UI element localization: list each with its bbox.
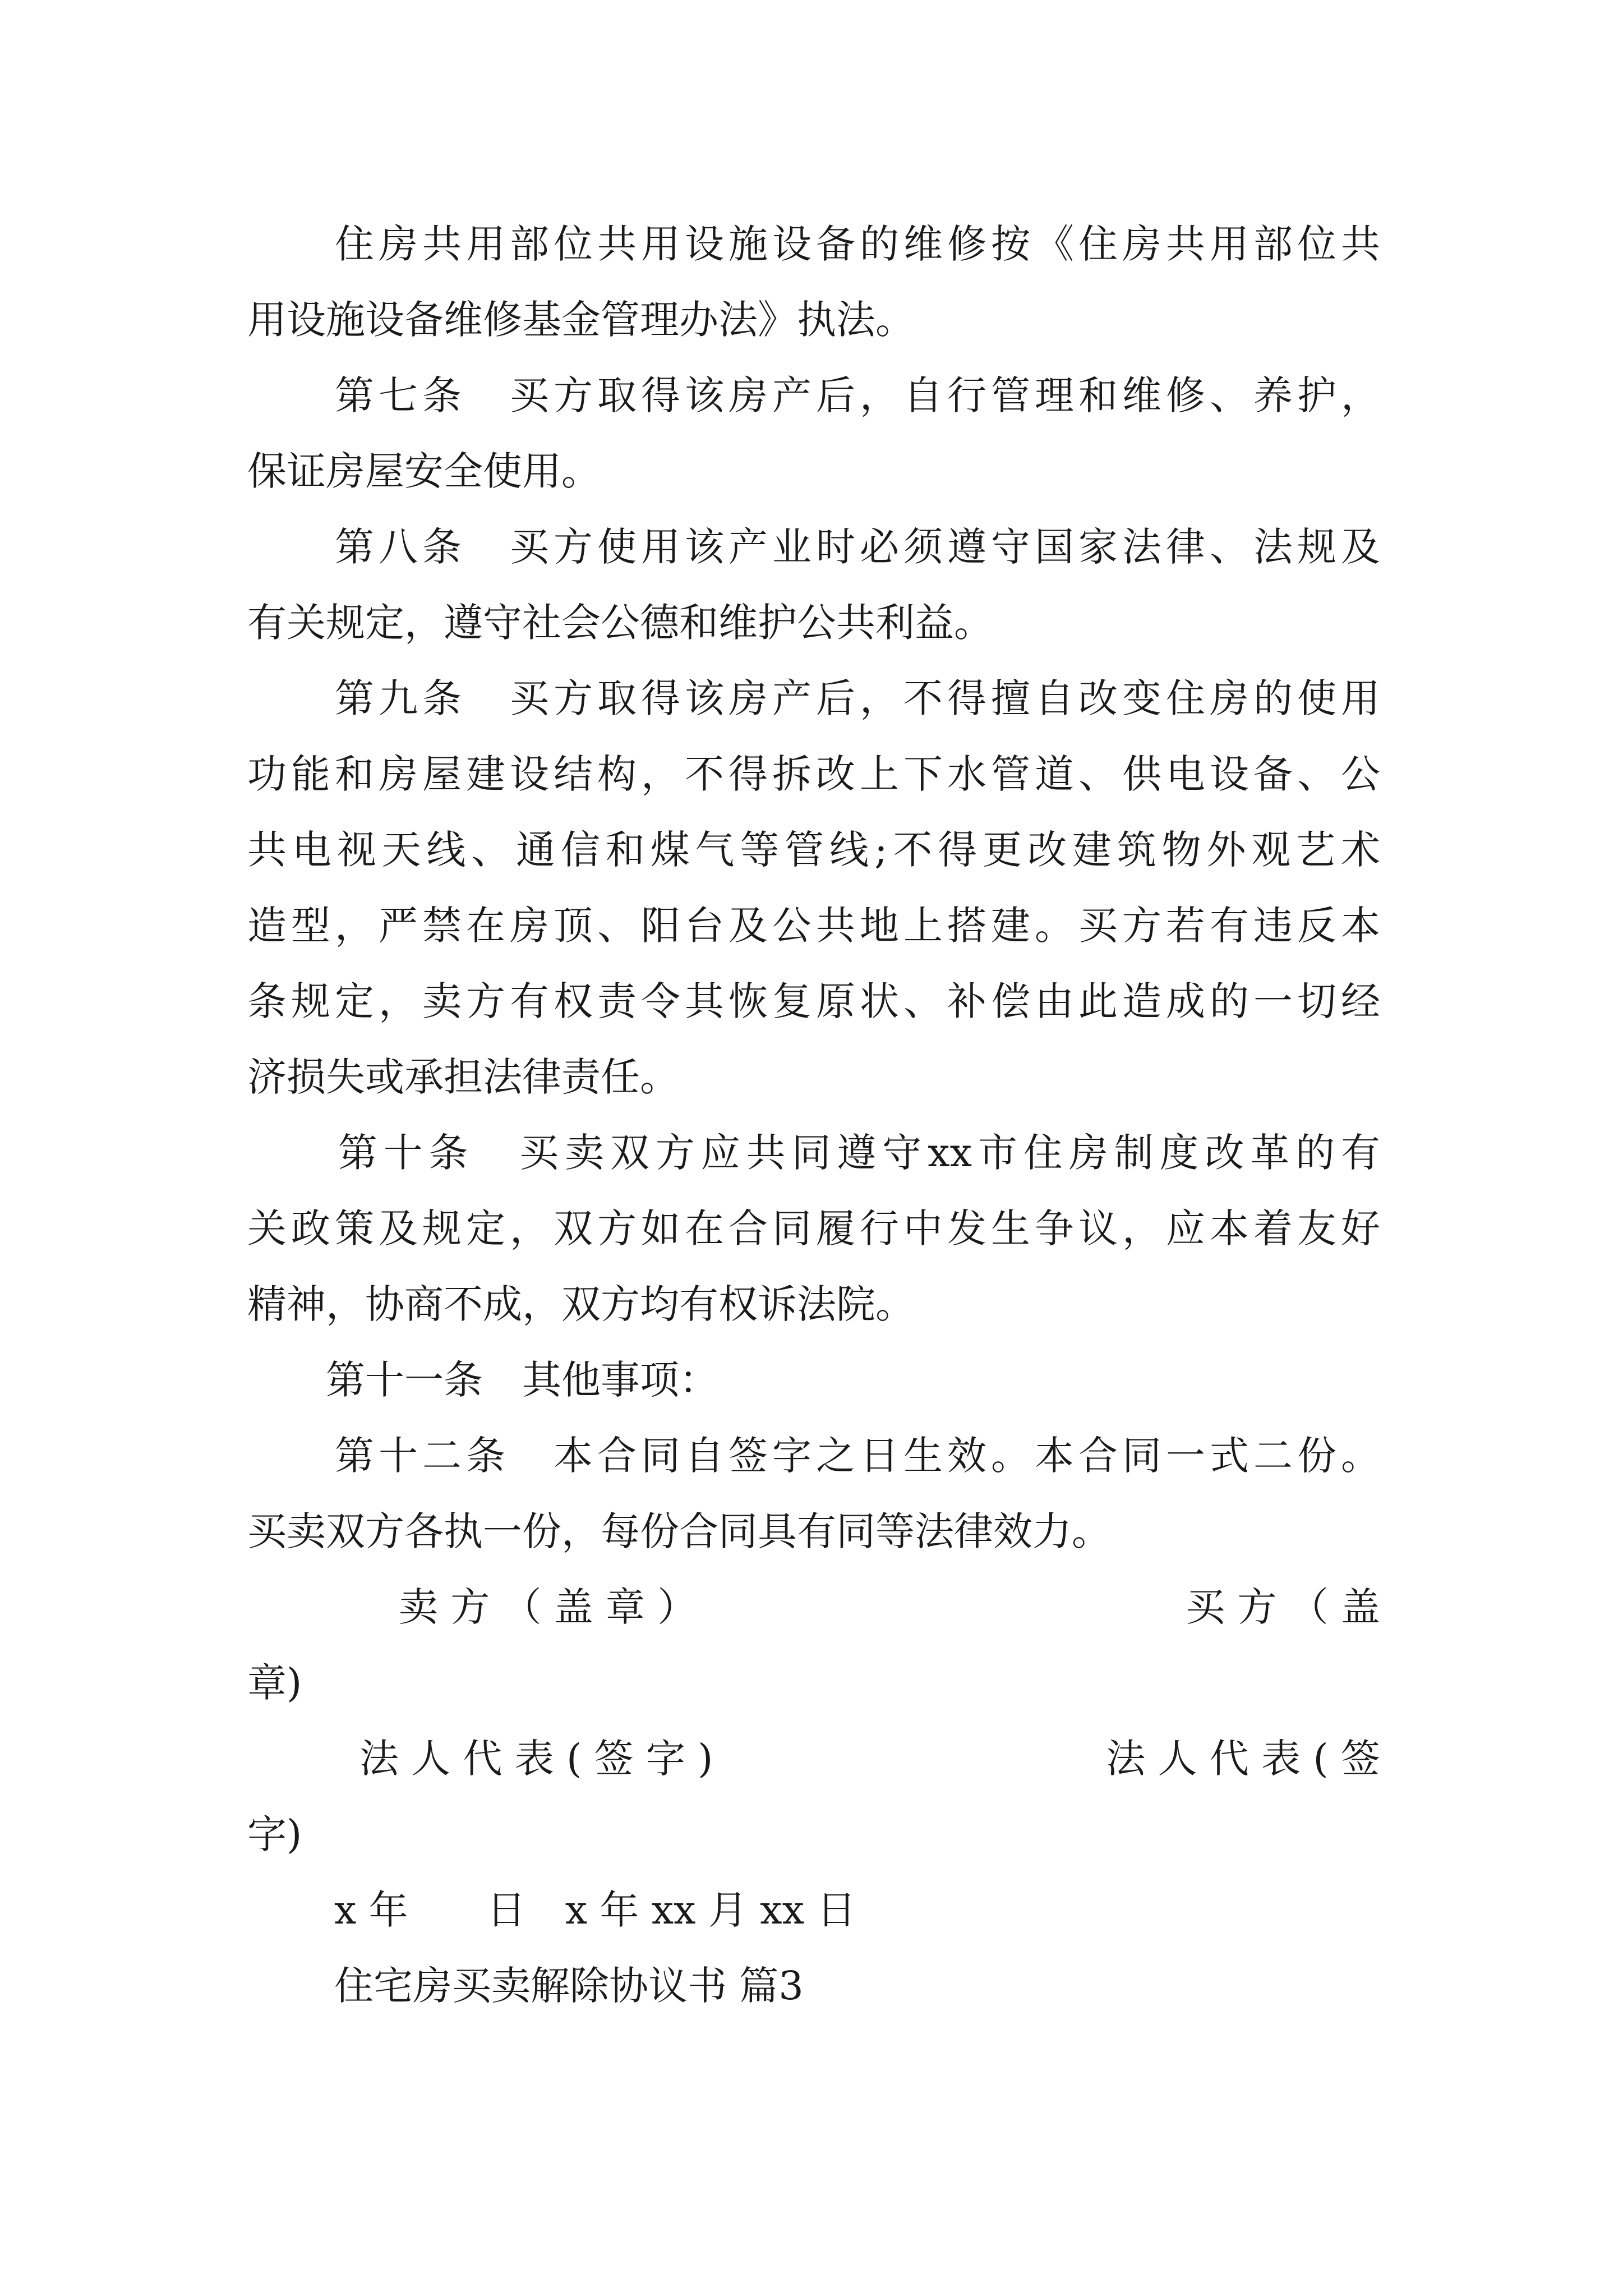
article-10-line: 第十条 买卖双方应共同遵守xx市住房制度改革的有	[247, 1130, 1380, 1176]
article-9-line: 共电视天线、通信和煤气等管线;不得更改建筑物外观艺术	[247, 827, 1380, 873]
buyer-seal-label-cont: 章)	[247, 1660, 302, 1706]
article-9-line: 条规定，卖方有权责令其恢复原状、补偿由此造成的一切经	[247, 978, 1380, 1024]
article-12-line: 第十二条 本合同自签字之日生效。本合同一式二份。	[247, 1433, 1380, 1479]
buyer-seal-label: 买 方 （ 盖	[1186, 1584, 1380, 1630]
seller-seal-label: 卖 方 （ 盖 章 ）	[399, 1584, 697, 1630]
article-8-line: 有关规定，遵守社会公德和维护公共利益。	[247, 600, 993, 646]
article-11-line: 第十一条 其他事项：	[247, 1357, 718, 1403]
article-9-line: 第九条 买方取得该房产后，不得擅自改变住房的使用	[247, 675, 1380, 721]
seller-rep-label: 法 人 代 表 ( 签 字 )	[359, 1736, 713, 1782]
article-12-line: 买卖双方各执一份，每份合同具有同等法律效力。	[247, 1508, 1111, 1554]
next-section-heading: 住宅房买卖解除协议书 篇3	[334, 1963, 804, 2009]
article-7-line: 第七条 买方取得该房产后，自行管理和维修、养护，	[247, 372, 1380, 418]
paragraph-line: 住房共用部位共用设施设备的维修按《住房共用部位共	[247, 221, 1380, 267]
buyer-rep-label: 法 人 代 表 ( 签	[1106, 1736, 1380, 1782]
article-10-line: 精神，协商不成，双方均有权诉法院。	[247, 1281, 915, 1327]
article-9-line: 造型，严禁在房顶、阳台及公共地上搭建。买方若有违反本	[247, 903, 1380, 949]
article-10-line: 关政策及规定，双方如在合同履行中发生争议，应本着友好	[247, 1205, 1380, 1251]
seal-line	[247, 1579, 1380, 1635]
paragraph-line: 用设施设备维修基金管理办法》执法。	[247, 297, 915, 343]
article-7-line: 保证房屋安全使用。	[247, 448, 601, 494]
representative-line	[247, 1731, 1380, 1787]
article-9-line: 济损失或承担法律责任。	[247, 1054, 679, 1100]
article-8-line: 第八条 买方使用该产业时必须遵守国家法律、法规及	[247, 524, 1380, 570]
buyer-rep-label-cont: 字)	[247, 1811, 302, 1857]
article-9-line: 功能和房屋建设结构，不得拆改上下水管道、供电设备、公	[247, 751, 1380, 797]
date-line: x 年 日 x 年 xx 月 xx 日	[334, 1887, 856, 1933]
